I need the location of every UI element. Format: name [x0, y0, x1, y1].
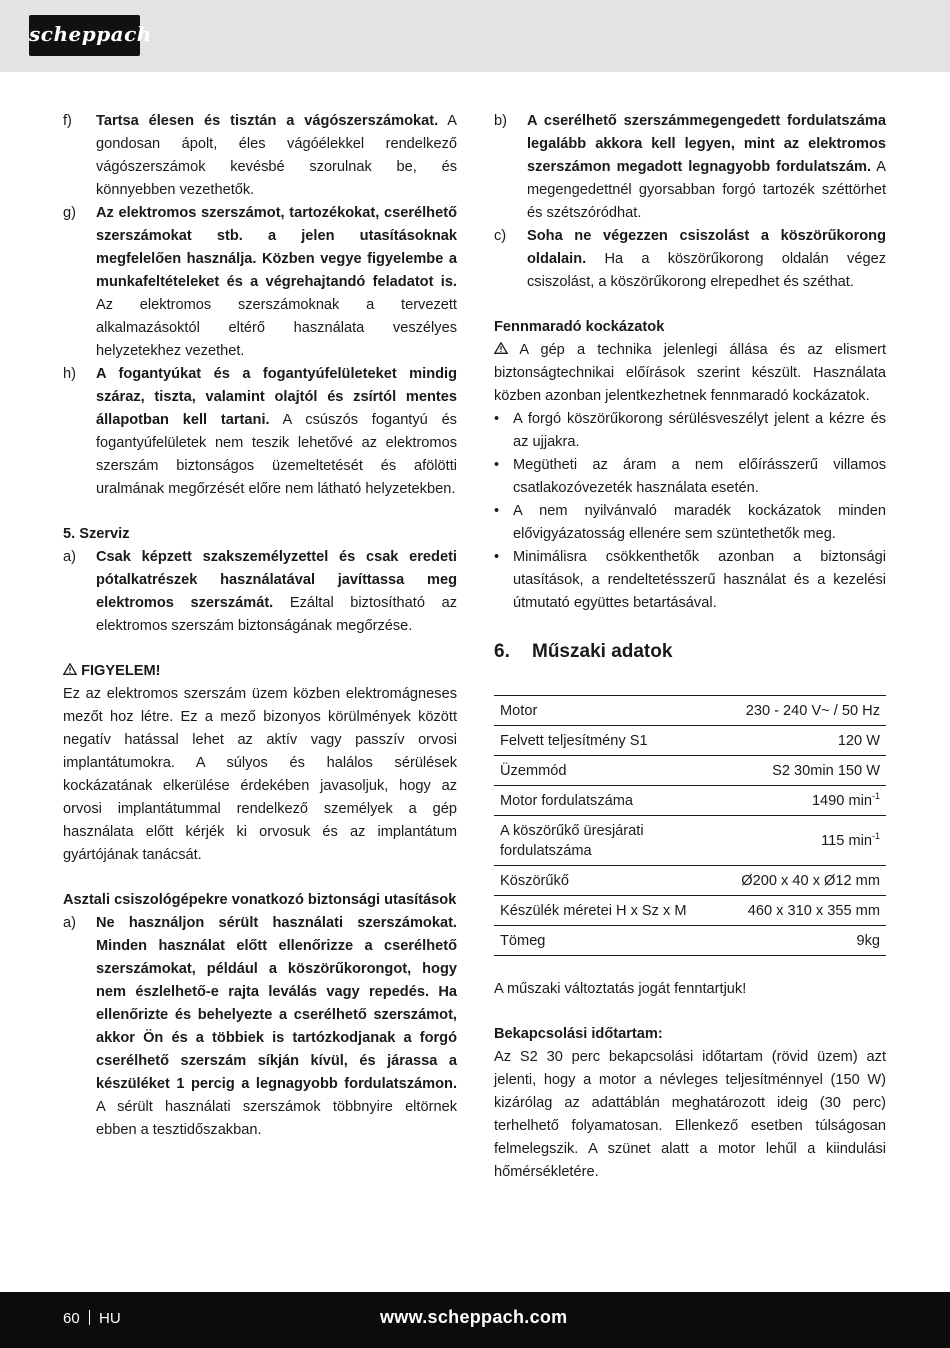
table-row: Üzemmód S2 30min 150 W: [494, 756, 886, 786]
tech-heading-number: 6.: [494, 641, 510, 662]
left-column: [63, 110, 457, 1142]
table-row: Motor fordulatszáma 1490 $\min^{-1}$: [494, 786, 886, 816]
item-bold-text: Soha ne végezzen csiszolást a köszörűkorong oldalain.: [527, 228, 886, 267]
website-link[interactable]: www.scheppach.com: [380, 1307, 568, 1327]
item-text: A csúszós fogantyú és fogantyúfelületek nem teszik lehetővé az elektromos szerszám biztonságos üzemeltetését és afölötti uralmának megőrzését előre nem látható helyzetekben.: [96, 412, 457, 497]
footer-bar: [0, 1292, 950, 1348]
duty-heading: Bekapcsolási időtartam:: [494, 1026, 663, 1042]
item-bold-text: A cserélhető szerszámmegengedett fordulatszáma legalább akkora kell legyen, mint az elektromos szerszámon megadott legnagyobb fordulatszám.: [527, 113, 886, 175]
list-item: • A nem nyilvánvaló maradék kockázatok minden elővigyázatosság ellenére sem szüntethetők meg.: [494, 503, 886, 542]
table-row: Köszörűkő Ø200 x 40 x Ø12 mm: [494, 866, 886, 896]
service-heading: 5. Szerviz: [63, 526, 130, 542]
warning-triangle-icon: [494, 339, 508, 362]
brand-name: scheppach: [29, 22, 152, 46]
list-item-g: [63, 202, 457, 363]
item-label: h): [63, 366, 76, 382]
table-row: Tömeg 9kg: [494, 926, 886, 956]
list-item: • Megütheti az áram a nem előírásszerű villamos csatlakozóvezeték használata esetén.: [494, 457, 886, 496]
header-bar: [0, 0, 950, 72]
item-bold-text: Tartsa élesen és tisztán a vágószerszámokat.: [96, 113, 439, 129]
tech-heading-title: Műszaki adatok: [532, 641, 673, 662]
item-text: Ezáltal biztosítható az elektromos szerszám biztonságának megőrzése.: [96, 595, 457, 634]
spec-table: [494, 695, 886, 956]
item-label: b): [494, 113, 507, 129]
language-code: HU: [99, 1310, 121, 1327]
item-label: a): [63, 915, 76, 931]
item-text: A megengedettnél gyorsabban forgó tartozék széttörhet és szétszóródhat.: [527, 159, 886, 221]
item-bold-text: Ne használjon sérült használati szerszámokat. Minden használat előtt ellenőrizze a cserélhető szerszámokat, például a köszörűkorongot, hogy nem észlelhető-e rajta leválás vagy repedés. Ha ellenőrizte és behelyezte a cserélhető szerszámot, akkor Ön és a többiek is tartózkodjanak a forgó cserélhető szerszám síkján kívül, és járassa a készüléket 1 percig a legnagyobb fordulatszámon.: [96, 915, 457, 1092]
right-column: [494, 110, 886, 1184]
table-row: A köszörűkő üresjárati fordulatszáma 115 $\min^{-1}$: [494, 816, 886, 866]
item-text: A sérült használati szerszámok többnyire eltörnek ebben a tesztidőszakban.: [96, 1099, 457, 1138]
list-item-f: [63, 110, 457, 202]
item-text: A gondosan ápolt, éles vágóélekkel rendelkező vágószerszámok kevésbé szorulnak be, és könnyebben vezethetők.: [96, 113, 458, 198]
item-label: c): [494, 228, 507, 244]
item-text: Ha a köszörűkorong oldalán végez csiszolást, a köszörűkorong elrepedhet és széthat.: [527, 251, 886, 290]
residual-heading: Fennmaradó kockázatok: [494, 319, 665, 335]
warning-heading: [63, 660, 457, 683]
list-item: • A forgó köszörűkorong sérülésveszélyt jelent a kézre és az ujjakra.: [494, 411, 886, 450]
item-label: a): [63, 549, 76, 565]
warning-title: FIGYELEM!: [81, 663, 161, 679]
duty-text: Az S2 30 perc bekapcsolási időtartam (rövid üzem) azt jelenti, hogy a motor a névleges teljesítménnyel (150 W) kizárólag az adattáblán meghatározott ideig (30 perc) terhelhető folyamatosan. Ellenkező esetben túlságosan felmelegszik. A szünet alatt a motor lehűl a kiindulási hőmérsékletére.: [494, 1049, 886, 1180]
tech-note: A műszaki változtatás jogát fenntartjuk!: [494, 981, 747, 997]
warning-text: Ez az elektromos szerszám üzem közben elektromágneses mezőt hoz létre. Ez a mező bizonyos körülmények között negatív hatással lehet az aktív vagy passzív orvosi implantátumokra. A súlyos és halálos sérülések kockázatának elkerülése érdekében javasoljuk, hogy az orvosi implantátummal rendelkező személyek a gép használata előtt kérjék ki orvosuk és az implantátum gyártójának tanácsát.: [63, 686, 457, 863]
item-bold-text: Csak képzett szakszemélyzettel és csak eredeti pótalkatrészek használatával javíttassa meg elektromos szerszámát.: [96, 549, 457, 611]
item-text: Az elektromos szerszámoknak a tervezett alkalmazásoktól eltérő használata veszélyes helyzetekhez vezethet.: [96, 297, 457, 359]
list-item: • Minimálisra csökkenthetők azonban a biztonsági utasítások, a rendeltetésszerű használat és a kezelési útmutató együttes betartásával.: [494, 549, 886, 611]
table-row: Készülék méretei H x Sz x M 460 x 310 x 355 mm: [494, 896, 886, 926]
list-item-h: [63, 363, 457, 501]
item-label: f): [63, 113, 72, 129]
list-item-b: [494, 110, 886, 225]
item-label: g): [63, 205, 76, 221]
item-bold-text: A fogantyúkat és a fogantyúfelületeket mindig száraz, tiszta, valamint olajtól és zsírtól mentes állapotban kell tartani.: [96, 366, 457, 428]
tech-heading: [494, 639, 886, 665]
warning-triangle-icon: [63, 660, 77, 683]
page-number: 60 HU: [63, 1310, 121, 1327]
bench-heading: Asztali csiszológépekre vonatkozó biztonsági utasítások: [63, 892, 457, 908]
table-row: Motor 230 - 240 V~ / 50 Hz: [494, 696, 886, 726]
item-bold-text: Az elektromos szerszámot, tartozékokat, cserélhető szerszámokat stb. a jelen utasításoknak megfelelően használja. Közben vegye figyelembe a munkafeltételeket és a végrehajtandó feladatot is.: [96, 205, 457, 290]
list-item-bench-a: [63, 912, 457, 1142]
residual-intro: A gép a technika jelenlegi állása és az elismert biztonságtechnikai előírások szerint készült. Használata közben azonban jelentkezhetnek fennmaradó kockázatok.: [494, 342, 887, 404]
brand-logo: [29, 15, 152, 56]
list-item-c: [494, 225, 886, 294]
table-row: Felvett teljesítmény S1 120 W: [494, 726, 886, 756]
list-item-service-a: [63, 546, 457, 638]
